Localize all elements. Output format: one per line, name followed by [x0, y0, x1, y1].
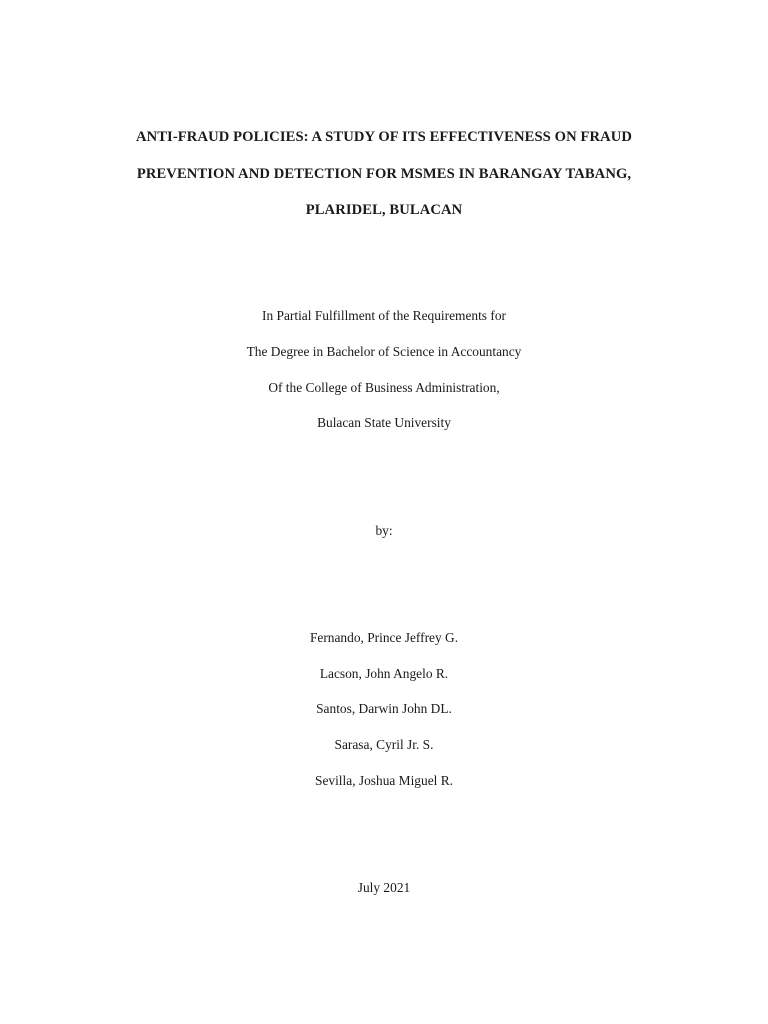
author-3: Santos, Darwin John DL.	[316, 701, 452, 716]
title-line-1: ANTI-FRAUD POLICIES: A STUDY OF ITS EFFECTIVENESS ON FRAUD	[135, 129, 633, 145]
title-line-2: PREVENTION AND DETECTION FOR MSMES IN BARANGAY TABANG,	[136, 166, 632, 182]
author-5: Sevilla, Joshua Miguel R.	[315, 773, 453, 788]
by-label: by:	[375, 523, 393, 538]
author-4: Sarasa, Cyril Jr. S.	[334, 737, 434, 752]
fulfillment-line-4: Bulacan State University	[317, 415, 451, 430]
fulfillment-line-2: The Degree in Bachelor of Science in Accountancy	[246, 344, 522, 359]
author-1: Fernando, Prince Jeffrey G.	[309, 630, 459, 645]
author-2: Lacson, John Angelo R.	[319, 666, 449, 681]
title-line-3: PLARIDEL, BULACAN	[305, 202, 463, 218]
fulfillment-line-1: In Partial Fulfillment of the Requirements for	[262, 308, 506, 323]
date: July 2021	[357, 880, 411, 895]
fulfillment-line-3: Of the College of Business Administration,	[268, 380, 500, 395]
